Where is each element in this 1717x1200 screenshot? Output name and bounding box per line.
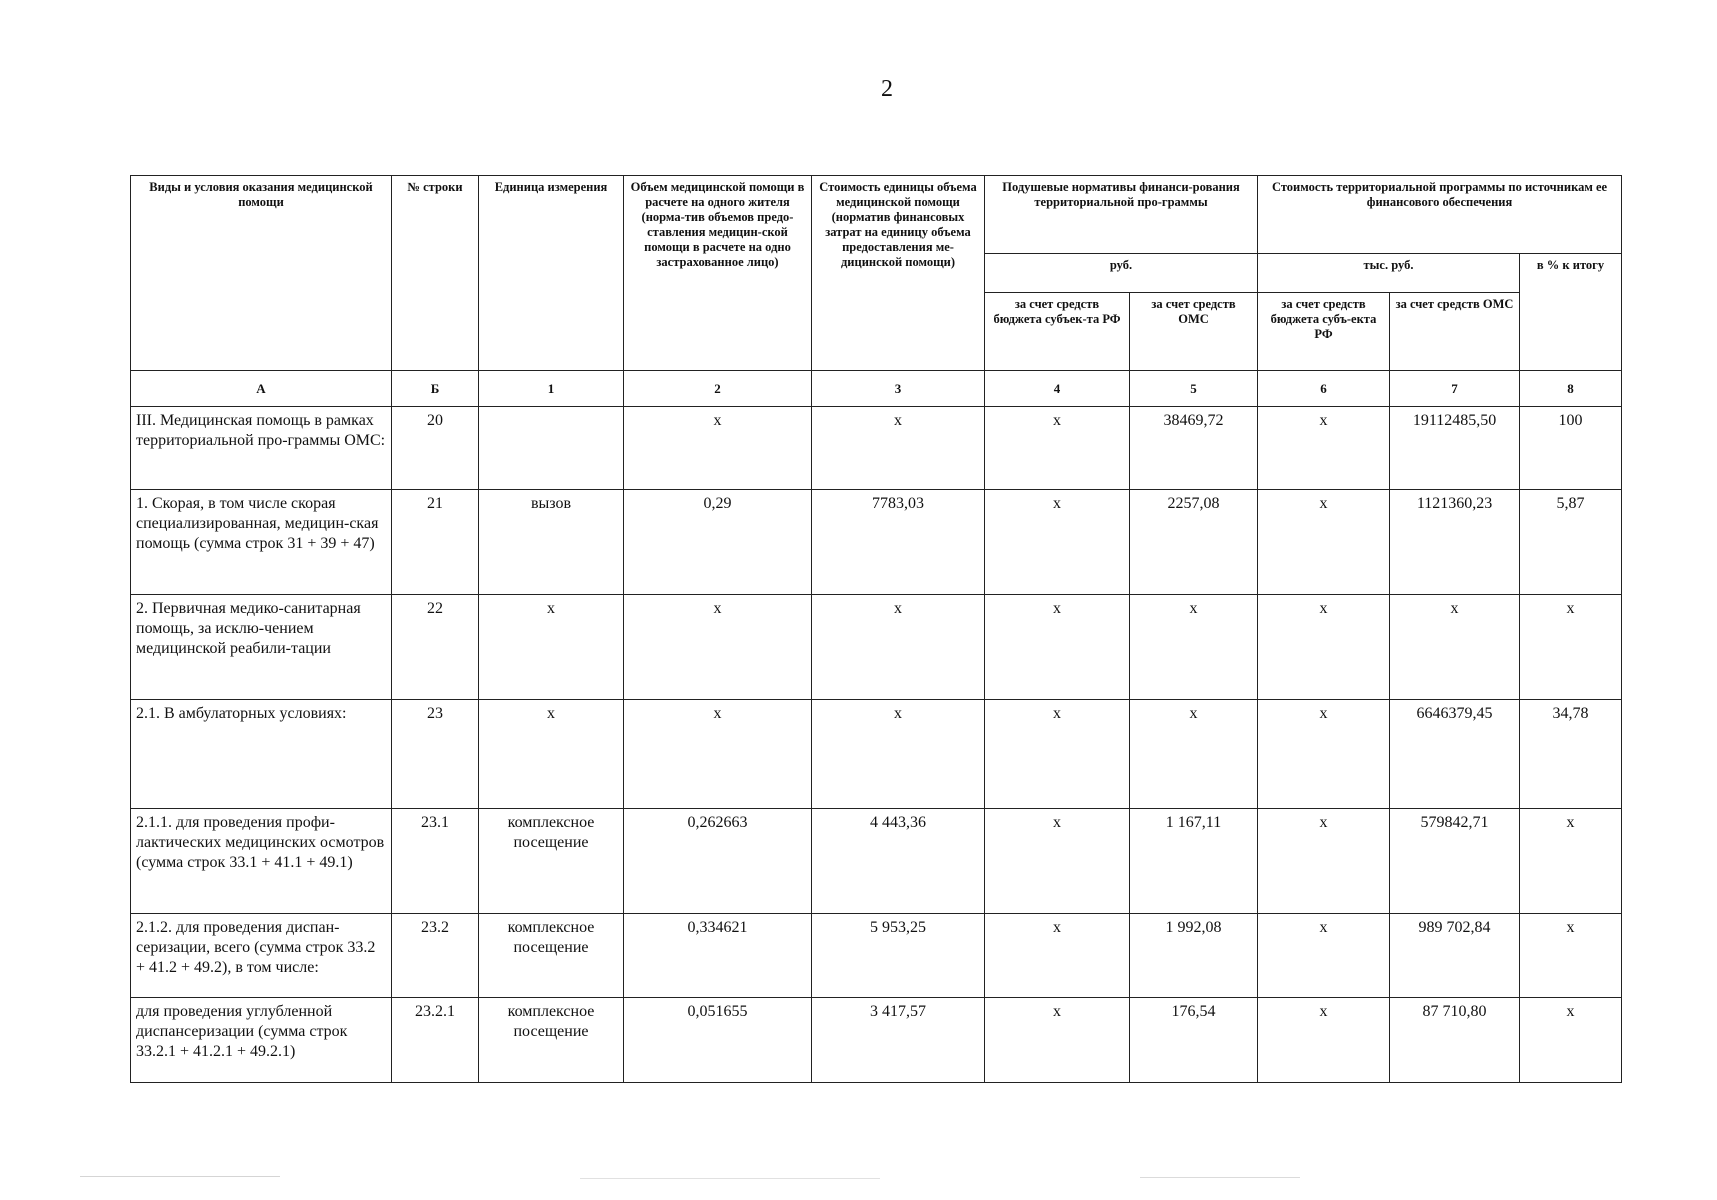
row-budget-rub: х — [985, 490, 1130, 595]
row-line-no: 21 — [392, 490, 479, 595]
table-row — [131, 809, 1622, 914]
header-budget-thousand: за счет средств бюджета субъ-екта РФ — [1258, 293, 1390, 371]
row-budget-thousand: х — [1258, 809, 1390, 914]
row-volume: 0,29 — [624, 490, 812, 595]
row-oms-thousand: х — [1390, 595, 1520, 700]
row-unit-cost: х — [812, 700, 985, 809]
row-percent: 5,87 — [1520, 490, 1622, 595]
row-volume: х — [624, 700, 812, 809]
row-budget-thousand: х — [1258, 490, 1390, 595]
row-unit-cost: 3 417,57 — [812, 998, 985, 1083]
header-group-program-cost: Стоимость территориальной программы по источникам ее финансового обеспечения — [1258, 176, 1622, 254]
row-budget-rub: х — [985, 407, 1130, 490]
row-oms-thousand: 579842,71 — [1390, 809, 1520, 914]
row-volume: х — [624, 595, 812, 700]
row-unit: вызов — [479, 490, 624, 595]
row-oms-rub: х — [1130, 595, 1258, 700]
row-volume: 0,262663 — [624, 809, 812, 914]
index-cell: 8 — [1520, 371, 1622, 407]
index-cell: Б — [392, 371, 479, 407]
index-cell: 3 — [812, 371, 985, 407]
row-name: для проведения углубленной диспансеризации (сумма строк 33.2.1 + 41.2.1 + 49.2.1) — [131, 998, 392, 1083]
row-budget-rub: х — [985, 914, 1130, 998]
table-row — [131, 407, 1622, 490]
row-unit-cost: 4 443,36 — [812, 809, 985, 914]
financing-table — [130, 175, 1622, 1083]
row-name: 2.1.2. для проведения диспан-серизации, всего (сумма строк 33.2 + 41.2 + 49.2), в том числе: — [131, 914, 392, 998]
row-budget-thousand: х — [1258, 407, 1390, 490]
header-unit-cost: Стоимость единицы объема медицинской помощи (норматив финансовых затрат на единицу объема предоставления ме-дицинской помощи) — [812, 176, 985, 371]
row-unit: х — [479, 700, 624, 809]
row-unit-cost: х — [812, 595, 985, 700]
row-percent: х — [1520, 595, 1622, 700]
header-line-no: № строки — [392, 176, 479, 371]
row-name: 1. Скорая, в том числе скорая специализированная, медицин-ская помощь (сумма строк 31 + 39 + 47) — [131, 490, 392, 595]
row-budget-rub: х — [985, 998, 1130, 1083]
header-group-per-capita: Подушевые нормативы финанси-рования территориальной про-граммы — [985, 176, 1258, 254]
row-oms-rub: 2257,08 — [1130, 490, 1258, 595]
row-budget-rub: х — [985, 700, 1130, 809]
row-oms-rub: 38469,72 — [1130, 407, 1258, 490]
row-unit-cost: х — [812, 407, 985, 490]
scan-artifact — [580, 1178, 880, 1179]
row-unit — [479, 407, 624, 490]
row-oms-thousand: 87 710,80 — [1390, 998, 1520, 1083]
row-oms-thousand: 989 702,84 — [1390, 914, 1520, 998]
row-budget-thousand: х — [1258, 998, 1390, 1083]
row-name: 2.1.1. для проведения профи-лактических медицинских осмотров (сумма строк 33.1 + 41.1 + 49.1) — [131, 809, 392, 914]
row-oms-thousand: 6646379,45 — [1390, 700, 1520, 809]
row-oms-rub: 1 992,08 — [1130, 914, 1258, 998]
row-percent: х — [1520, 914, 1622, 998]
row-name: III. Медицинская помощь в рамках территориальной про-граммы ОМС: — [131, 407, 392, 490]
column-index-row — [131, 371, 1622, 407]
index-cell: 1 — [479, 371, 624, 407]
row-budget-thousand: х — [1258, 700, 1390, 809]
row-unit-cost: 7783,03 — [812, 490, 985, 595]
row-oms-thousand: 1121360,23 — [1390, 490, 1520, 595]
index-cell: 6 — [1258, 371, 1390, 407]
table-row — [131, 490, 1622, 595]
index-cell: А — [131, 371, 392, 407]
row-volume: х — [624, 407, 812, 490]
scan-artifact — [1140, 1177, 1300, 1178]
row-name: 2.1. В амбулаторных условиях: — [131, 700, 392, 809]
row-budget-thousand: х — [1258, 595, 1390, 700]
row-line-no: 23.2 — [392, 914, 479, 998]
header-volume: Объем медицинской помощи в расчете на одного жителя (норма-тив объемов предо-ставления медицин-ской помощи в расчете на одно застрахованное лицо) — [624, 176, 812, 371]
header-unit: Единица измерения — [479, 176, 624, 371]
index-cell: 7 — [1390, 371, 1520, 407]
index-cell: 5 — [1130, 371, 1258, 407]
row-unit: комплексное посещение — [479, 914, 624, 998]
row-name: 2. Первичная медико-санитарная помощь, за исклю-чением медицинской реабили-тации — [131, 595, 392, 700]
row-percent: 100 — [1520, 407, 1622, 490]
row-line-no: 23.2.1 — [392, 998, 479, 1083]
row-unit: комплексное посещение — [479, 809, 624, 914]
row-budget-thousand: х — [1258, 914, 1390, 998]
row-volume: 0,051655 — [624, 998, 812, 1083]
table-row — [131, 595, 1622, 700]
row-unit: х — [479, 595, 624, 700]
row-unit: комплексное посещение — [479, 998, 624, 1083]
row-budget-rub: х — [985, 809, 1130, 914]
row-percent: х — [1520, 809, 1622, 914]
row-percent: х — [1520, 998, 1622, 1083]
row-volume: 0,334621 — [624, 914, 812, 998]
header-kind: Виды и условия оказания медицинской помощи — [131, 176, 392, 371]
header-unit-rub: руб. — [985, 254, 1258, 293]
scan-artifact — [80, 1176, 280, 1177]
table-row — [131, 998, 1622, 1083]
row-budget-rub: х — [985, 595, 1130, 700]
table-row — [131, 700, 1622, 809]
row-oms-thousand: 19112485,50 — [1390, 407, 1520, 490]
header-unit-thousand-rub: тыс. руб. — [1258, 254, 1520, 293]
row-line-no: 23.1 — [392, 809, 479, 914]
table-row — [131, 914, 1622, 998]
row-line-no: 20 — [392, 407, 479, 490]
header-oms-rub: за счет средств ОМС — [1130, 293, 1258, 371]
page-number: 2 — [881, 76, 893, 102]
row-oms-rub: 176,54 — [1130, 998, 1258, 1083]
header-budget-rub: за счет средств бюджета субъек-та РФ — [985, 293, 1130, 371]
header-percent-total: в % к итогу — [1520, 254, 1622, 371]
header-oms-thousand: за счет средств ОМС — [1390, 293, 1520, 371]
row-percent: 34,78 — [1520, 700, 1622, 809]
index-cell: 4 — [985, 371, 1130, 407]
row-line-no: 23 — [392, 700, 479, 809]
row-unit-cost: 5 953,25 — [812, 914, 985, 998]
row-line-no: 22 — [392, 595, 479, 700]
row-oms-rub: 1 167,11 — [1130, 809, 1258, 914]
index-cell: 2 — [624, 371, 812, 407]
row-oms-rub: х — [1130, 700, 1258, 809]
